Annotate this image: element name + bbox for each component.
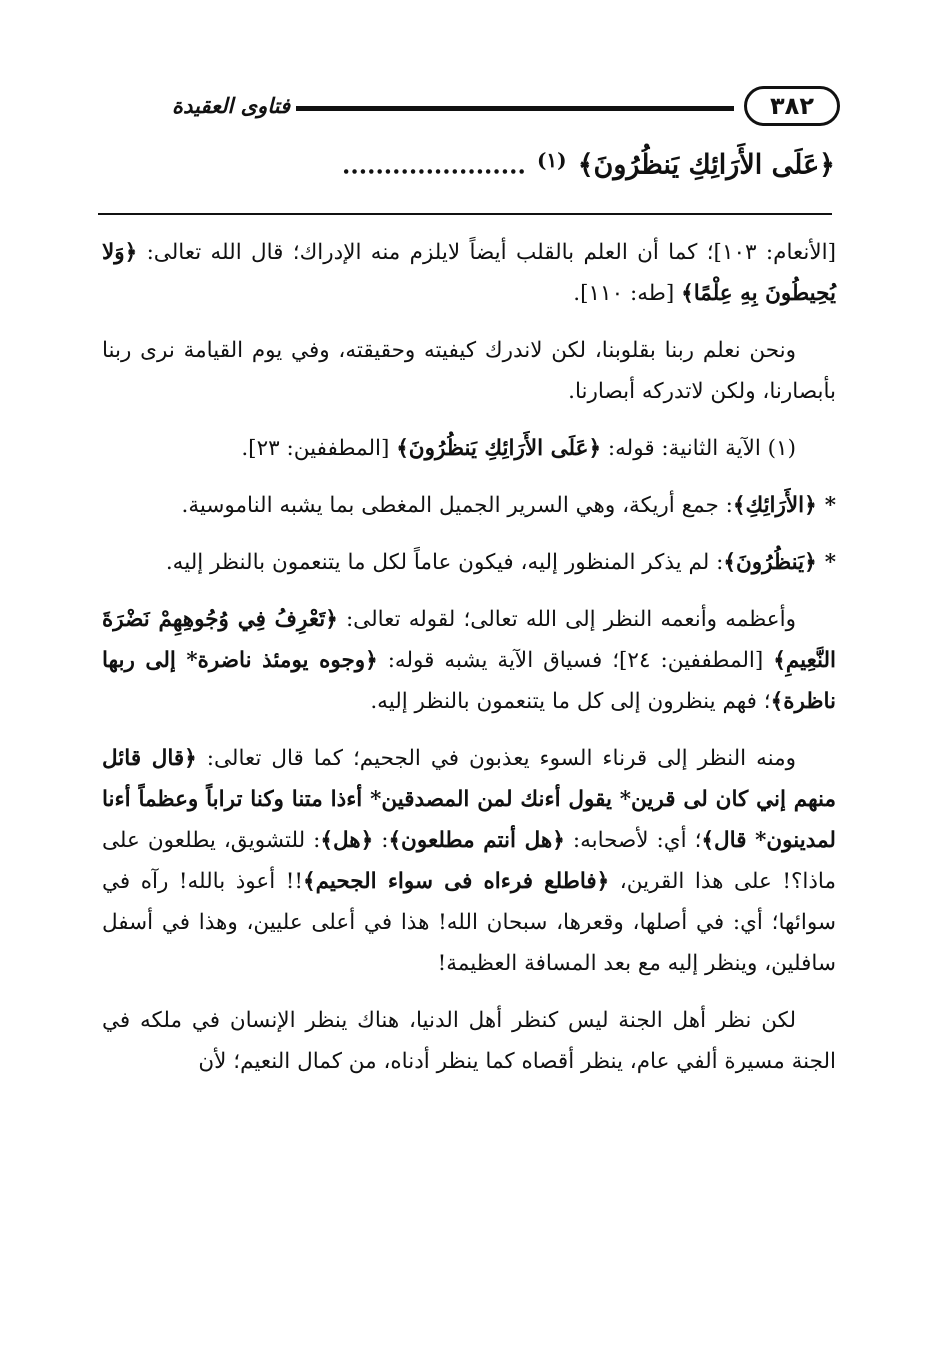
definition-text: : لم يذكر المنظور إليه، فيكون عاماً لكل ما يتنعمون بالنظر إليه. [165,550,724,575]
heading-verse: ﴿عَلَى الأَرَائِكِ يَنظُرُونَ﴾ [577,149,835,181]
footnote-paragraph [102,428,836,469]
verse-citation: [طه: ١١٠]. [573,281,682,306]
paragraph-text: : للتشويق، يطلعون على ماذا؟! على هذا القرين، [102,828,836,894]
paragraph-6 [102,599,836,722]
paragraph-text: : [373,828,389,853]
quran-verse: ﴿وَلا يُحِيطُونَ بِهِ عِلْمًا﴾ [102,240,836,306]
paragraph-1 [102,232,836,314]
header-rule [296,106,734,111]
paragraph-8: لكن نظر أهل الجنة ليس كنظر أهل الدنيا، هناك ينظر الإنسان في ملكه في الجنة مسيرة ألفي عام، ينظر أقصاه كما ينظر أدناه، من كمال النعيم؛ لأن [102,1008,836,1074]
paragraph-1-text: [الأنعام: ١٠٣]؛ كما أن العلم بالقلب أيضاً لايلزم منه الإدراك؛ قال الله تعالى: [137,240,837,265]
quran-verse: ﴿تَعْرِفُ فِي وُجُوهِهِمْ نَضْرَةَ النَّعِيمِ﴾ [102,607,836,673]
paragraph-text: !! أعوذ بالله! رآه في سوائها؛ أي: في أصلها، وقعرها، سبحان الله! هذا في أعلى عليين، وهذا في أسفل سافلين، وينظر إليه مع بعد المسافة العظيمة! [102,869,836,976]
quran-verse: ﴿فاطلع فرءاه فى سواء الجحيم﴾ [302,869,610,894]
definition-araik [102,485,836,526]
quran-verse: ﴿هل أنتم مطلعون﴾ [388,828,565,853]
footnote-reference: (١) [536,148,567,172]
quran-verse: ﴿هل﴾ [320,828,374,853]
paragraph-text: ومنه النظر إلى قرناء السوء يعذبون في الجحيم؛ كما قال تعالى: [196,746,796,771]
page-body [102,232,836,1098]
footnote-text: (١) الآية الثانية: قوله: [601,436,796,461]
definition-text: : جمع أريكة، وهي السرير الجميل المغطى بما يشبه الناموسية. [181,493,733,518]
paragraph-2: ونحن نعلم ربنا بقلوبنا، لكن لاندرك كيفيته وحقيقته، وفي يوم القيامة نرى ربنا بأبصارنا، ولكن لاتدركه أبصارنا. [102,338,836,404]
running-header [100,86,840,130]
bullet-asterisk: * [824,493,836,518]
paragraph-7 [102,738,836,984]
defined-term: ﴿يَنظُرُونَ﴾ [723,550,817,575]
verse-citation: [المطففين: ٢٣]. [241,436,397,461]
definition-yanzurun [102,542,836,583]
defined-term: ﴿الأَرَائِكِ﴾ [732,493,817,518]
quran-verse: ﴿وجوه يومئذ ناضرة* إلى ربها ناظرة﴾ [102,648,836,714]
bullet-asterisk: * [824,550,836,575]
heading-dots: ...................... [342,150,526,180]
paragraph-text: ؛ فهم ينظرون إلى كل ما يتنعمون بالنظر إليه. [370,689,771,714]
paragraph-text: [المطففين: ٢٤]؛ فسياق الآية يشبه قوله: [377,648,774,673]
section-heading [110,148,835,198]
paragraph-text: وأعظمه وأنعمه النظر إلى الله تعالى؛ لقوله تعالى: [337,607,796,632]
heading-rule [98,213,832,215]
page-number: ٣٨٢ [744,86,840,126]
paragraph-text: ؛ أي: لأصحابه: [564,828,702,853]
quran-verse: ﴿عَلَى الأَرَائِكِ يَنظُرُونَ﴾ [396,436,602,461]
quran-verse: ﴿قال قائل منهم إني كان لى قرين* يقول أءنك لمن المصدقين* أءذا متنا وكنا تراباً وعظماً أءنا لمدينون* قال﴾ [102,746,836,853]
book-title: فتاوى العقيدة [171,94,290,118]
